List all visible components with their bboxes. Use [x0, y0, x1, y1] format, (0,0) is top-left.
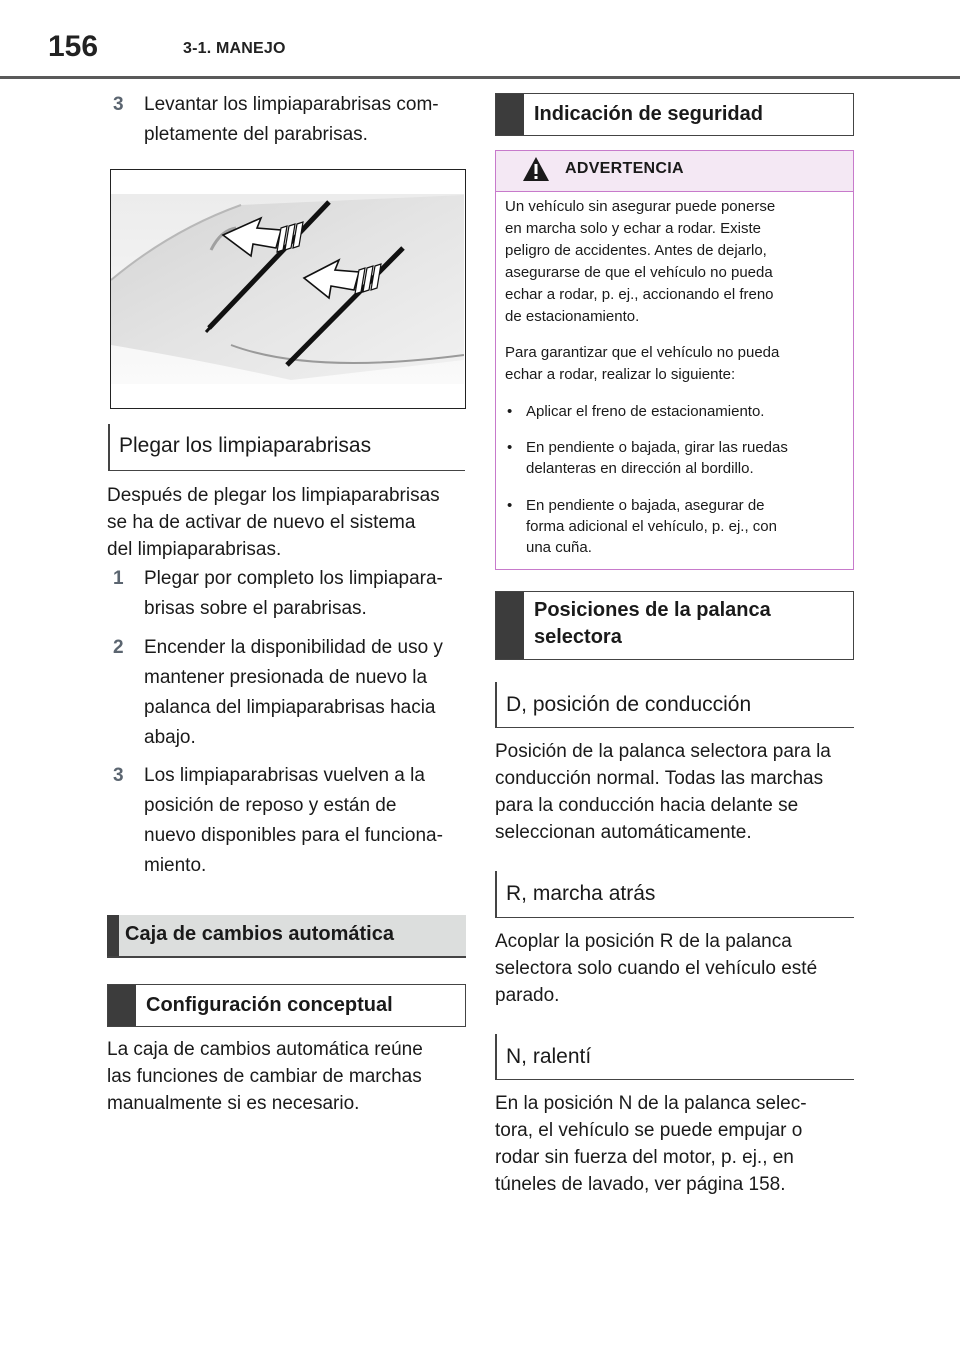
header-divider [0, 76, 960, 79]
section-heading-automatic-gearbox [107, 915, 466, 958]
list-item: • En pendiente o bajada, asegurar de forma adicional el vehículo, p. ej., con una cuña. [507, 497, 777, 556]
heading-text: Configuración conceptual [146, 994, 393, 1016]
concept-paragraph: La caja de cambios automática reúne las funciones de cambiar de marchas manualmente si es necesario. [107, 1039, 423, 1114]
warning-box: ADVERTENCIA Un vehículo sin asegurar puede ponerse en marcha solo y echar a rodar. Existe peligro de accidentes. Antes de dejarlo, asegurarse de que el vehículo no pueda echar a rodar, p. ej., accionando el freno de estacionamiento. Para garantizar que el vehículo no pueda echar a rodar, realizar lo siguiente: • Aplicar el freno de estacionamiento. • En pendiente o bajada, girar las ruedas delanteras en dirección al bordillo. • En pendiente o bajada, asegurar de forma adicional el vehículo, p. ej., con una cuña. [495, 150, 854, 570]
subheading-drive [495, 682, 854, 728]
step-number: 2 [113, 637, 124, 658]
step-number: 3 [113, 94, 124, 115]
list-item: • En pendiente o bajada, girar las ruedas delanteras en dirección al bordillo. [507, 439, 788, 477]
subheading-text: N, ralentí [506, 1045, 592, 1068]
subheading-reverse [495, 871, 854, 918]
heading-text: Indicación de seguridad [534, 103, 763, 125]
page-number: 156 [48, 30, 99, 63]
heading-text: Posiciones de la palanca [534, 599, 771, 621]
step-item [113, 90, 469, 150]
warning-paragraph: Un vehículo sin asegurar puede ponerse en marcha solo y echar a rodar. Existe peligro de accidentes. Antes de dejarlo, asegurarse de que el vehículo no pueda echar a rodar, p. ej., accionando el freno de estacionamiento. [505, 198, 776, 325]
warning-paragraph: Para garantizar que el vehículo no pueda echar a rodar, realizar lo siguiente: [505, 344, 780, 383]
heading-selector-positions [495, 591, 854, 660]
fold-intro-paragraph: Después de plegar los limpiaparabrisas se ha de activar de nuevo el sistema del limpiaparabrisas. [107, 485, 440, 560]
windshield-wiper-illustration [110, 169, 466, 409]
reverse-paragraph: Acoplar la posición R de la palanca selectora solo cuando el vehículo esté parado. [495, 931, 818, 1006]
heading-safety [495, 93, 854, 136]
heading-text: selectora [534, 626, 622, 648]
subheading-neutral [495, 1034, 854, 1080]
heading-concept [107, 984, 466, 1027]
warning-triangle-icon [522, 156, 550, 182]
wiper-drawing [111, 170, 464, 407]
warning-title: ADVERTENCIA [565, 160, 684, 177]
step-number: 1 [113, 568, 124, 589]
subheading-text: Plegar los limpiaparabrisas [119, 434, 372, 457]
step-text: Levantar los limpiaparabrisas com- [144, 94, 439, 115]
warning-title-bar [496, 151, 853, 192]
section-heading-text: Caja de cambios automática [125, 923, 394, 945]
subheading-text: D, posición de conducción [506, 693, 752, 716]
section-title: 3-1. MANEJO [183, 40, 286, 57]
step-text: pletamente del parabrisas. [144, 124, 368, 145]
drive-paragraph: Posición de la palanca selectora para la conducción normal. Todas las marchas para la conducción hacia delante se seleccionan automáticamente. [495, 741, 831, 843]
subheading-text: R, marcha atrás [506, 882, 656, 905]
neutral-paragraph: En la posición N de la palanca selec- tora, el vehículo se puede empujar o rodar sin fuerza del motor, p. ej., en túneles de lavado, ver página 158. [495, 1093, 807, 1195]
page-header [0, 0, 960, 80]
step-number: 3 [113, 765, 124, 786]
subheading-fold-wipers [108, 424, 465, 471]
